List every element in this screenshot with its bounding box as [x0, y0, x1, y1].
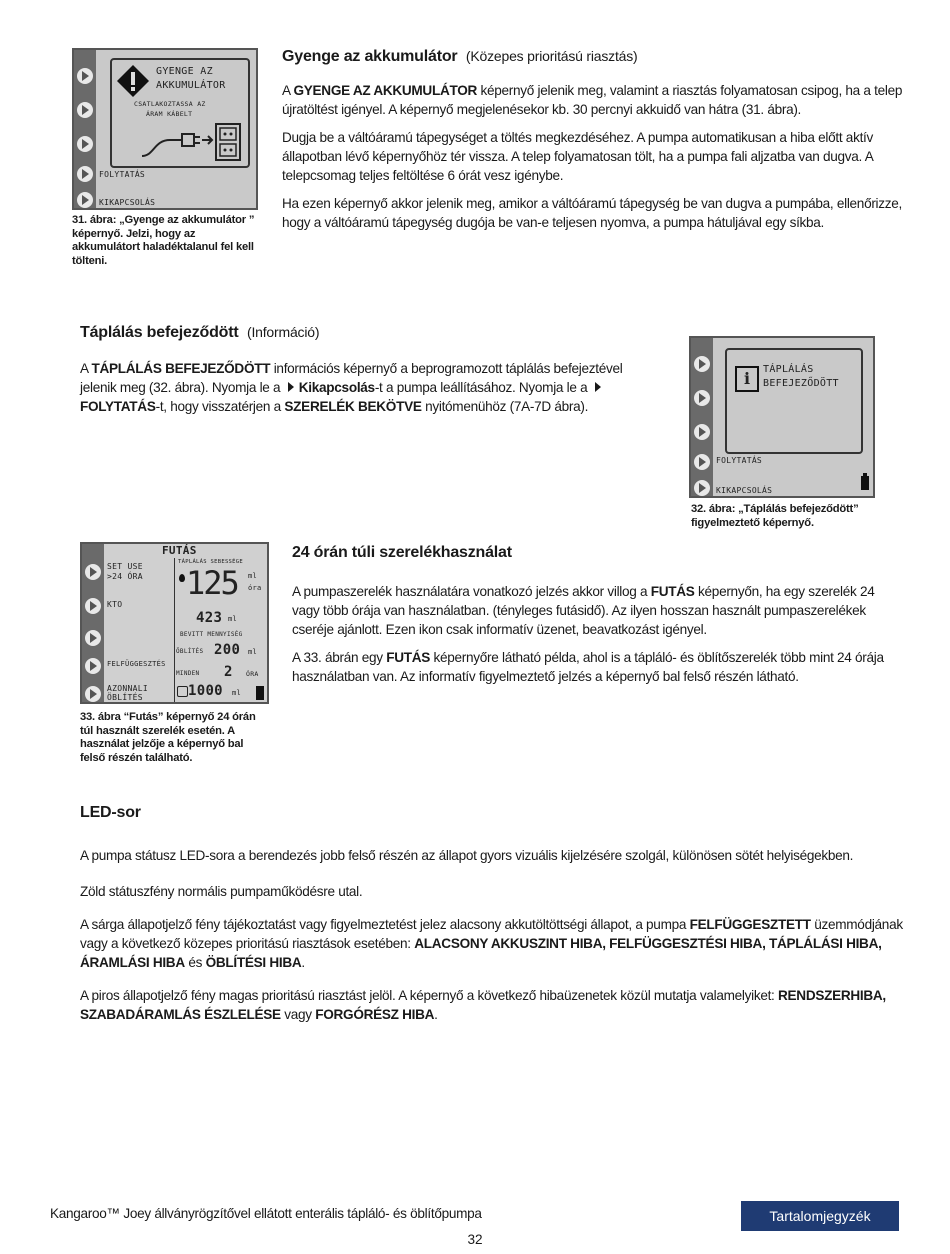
total-unit: ml [232, 689, 242, 697]
screen-line-1: GYENGE AZ [156, 66, 213, 77]
soft-key-3-icon [694, 424, 710, 440]
soft-key-1-icon [77, 68, 93, 84]
power-plug-icon [140, 120, 244, 164]
volume-unit: ml [228, 615, 238, 623]
pause-label: FELFÜGGESZTÉS [107, 660, 166, 668]
low-battery-screen-figure [72, 48, 258, 210]
soft-key-2-icon [77, 102, 93, 118]
rate-unit-ml: ml [248, 572, 258, 580]
soft-key-5-icon [77, 192, 93, 208]
rate-value: 125 [186, 564, 238, 602]
section-led-bar [80, 804, 904, 1024]
page-number: 32 [467, 1232, 483, 1247]
section-feeding-complete [80, 324, 660, 416]
run-screen-header: FUTÁS [162, 544, 197, 557]
info-icon: i [735, 366, 759, 392]
soft-key-2-icon [694, 390, 710, 406]
led-paragraph-3: A sárga állapotjelző fény tájékoztatást vagy figyelmeztetést jelez alacsony akkutöltöttségi állapot, a pumpa FELFÜGGESZTETT üzemmódjának vagy a következő közepes prioritású riasztások esetében: ALACSONY AKKUSZINT HIBA, FELFÜGGESZTÉSI HIBA, TÁPLÁLÁSI HIBA, ÁRAMLÁSI HIBA és ÖBLÍTÉSI HIBA. [80, 917, 903, 970]
soft-key-4-icon [85, 658, 101, 674]
arrow-right-icon [595, 382, 601, 392]
figure-33-caption: 33. ábra “Futás” képernyő 24 órán túl használt szerelék esetén. A használat jelzője a képernyő bal felső részén található. [80, 711, 256, 764]
total-icon [177, 686, 188, 697]
screen-line-2: AKKUMULÁTOR [156, 80, 226, 91]
run-screen-figure [80, 542, 269, 704]
every-label: MINDEN [176, 670, 200, 677]
drop-icon [179, 574, 185, 582]
battery-icon [256, 686, 264, 700]
volume-value: 423 [196, 610, 223, 626]
section-title-low-battery: Gyenge az akkumulátor (Közepes prioritású riasztás) [282, 48, 638, 65]
low-battery-paragraph-1: A GYENGE AZ AKKUMULÁTOR képernyő jelenik meg, valamint a riasztás folyamatosan csipog, ha a telep újratöltést igényel. A képernyő megjelenésekor kb. 30 percnyi akkuidő van hátra (31. ábra). [282, 83, 903, 117]
low-battery-paragraph-3: Ha ezen képernyő akkor jelenik meg, amikor a váltóáramú tápegység be van dugva a pumpába, ellenőrizze, hogy a váltóáramú tápegység dugója be van-e teljesen nyomva, a pumpa hátuljával egy síkba. [282, 196, 903, 230]
rate-label: TÁPLÁLÁS SEBESSÉGE [178, 559, 244, 565]
section-title-led-bar: LED-sor [80, 804, 141, 821]
total-value: 1000 [188, 683, 223, 699]
every-unit: ÓRA [246, 670, 259, 678]
flush-now-label-1: AZONNALI [107, 684, 148, 693]
screen-option-continue: FOLYTATÁS [716, 456, 763, 465]
screen-line-4: ÁRAM KÁBELT [146, 110, 193, 118]
set-over-24h-paragraph-1: A pumpaszerelék használatára vonatkozó jelzés akkor villog a FUTÁS képernyőn, ha egy szerelék 24 vagy több órája van használatban. (tényleges futásidő). Az ilyen hosszan használt pumpaszerelékek cseréje ajánlott. Ezen ikon csak informatív üzenet, beavatkozást igényel. [292, 584, 875, 637]
led-paragraph-4: A piros állapotjelző fény magas prioritású riasztást jelöl. A képernyő a következő hibaüzenetek közül mutatja valamelyiket: RENDSZERHIBA, SZABADÁRAMLÁS ÉSZLELÉSE vagy FORGÓRÉSZ HIBA. [80, 988, 886, 1022]
set-over-24h-paragraph-2: A 33. ábrán egy FUTÁS képernyőre látható példa, ahol is a tápláló- és öblítőszerelék több mint 24 órája használatban van. Az informatív figyelmeztető jelzés a képernyő bal felső részén látható. [292, 650, 884, 684]
screen-line-1: TÁPLÁLÁS [763, 364, 814, 375]
screen-option-continue: FOLYTATÁS [99, 170, 146, 179]
soft-key-1-icon [694, 356, 710, 372]
soft-key-3-icon [85, 630, 101, 646]
flush-label: ÖBLÍTÉS [176, 648, 204, 655]
screen-line-2: BEFEJEZŐDÖTT [763, 378, 839, 389]
flush-now-label-2: ÖBLÍTÉS [107, 693, 143, 702]
flush-value: 200 [214, 642, 241, 658]
section-title-set-over-24h: 24 órán túli szerelékhasználat [292, 544, 512, 561]
soft-key-2-icon [85, 598, 101, 614]
battery-icon [861, 476, 869, 490]
kto-label: KTO [107, 600, 123, 609]
warning-diamond-icon [116, 64, 150, 98]
soft-key-3-icon [77, 136, 93, 152]
figure-31-caption: 31. ábra: „Gyenge az akkumulátor ” képernyő. Jelzi, hogy az akkumulátort haladéktalanul fel kell tölteni. [72, 214, 255, 267]
table-of-contents-button[interactable]: Tartalomjegyzék [741, 1201, 899, 1231]
set-use-label: SET USE [107, 562, 143, 571]
low-battery-paragraph-2: Dugja be a váltóáramú tápegységet a töltés megkezdéséhez. A pumpa automatikusan a hiba előtt aktív állapotban lévő képernyőhöz tér vissza. A telep folyamatosan tölt, ha a pumpa fali aljzatba van dugva. A telepcsomag teljes feltöltése 6 órát vesz igénybe. [282, 130, 874, 183]
figure-32-caption: 32. ábra: „Táplálás befejeződött” figyelmeztető képernyő. [691, 503, 859, 529]
soft-key-5-icon [85, 686, 101, 702]
led-paragraph-1: A pumpa státusz LED-sora a berendezés jobb felső részén az állapot gyors vizuális kijelzésére szolgál, különösen sötét helyiségekben. [80, 848, 854, 863]
section-title-feeding-complete: Táplálás befejeződött (Információ) [80, 324, 320, 341]
footer-product-title: Kangaroo™ Joey állványrögzítővel ellátott enterális tápláló- és öblítőpumpa [50, 1206, 482, 1221]
feeding-complete-screen-figure [689, 336, 875, 498]
set-use-hours: >24 ÓRA [107, 572, 143, 581]
soft-key-5-icon [694, 480, 710, 496]
soft-key-4-icon [77, 166, 93, 182]
led-paragraph-2: Zöld státuszfény normális pumpaműködésre utal. [80, 884, 363, 899]
soft-key-4-icon [694, 454, 710, 470]
rate-unit-hour: óra [248, 584, 262, 592]
feeding-complete-paragraph: A TÁPLÁLÁS BEFEJEZŐDÖTT információs képernyő a beprogramozott táplálás befejeztével jelenik meg (32. ábra). Nyomja le a Kikapcsolás-t a pumpa leállításához. Nyomja le a FOLYTATÁS-t, hogy visszatérjen a SZERELÉK BEKÖTVE nyitómenühöz (7A-7D ábra). [80, 361, 623, 414]
screen-option-off: KIKAPCSOLÁS [716, 486, 773, 495]
section-set-over-24h [292, 544, 904, 686]
flush-unit: ml [248, 648, 258, 656]
screen-line-3: CSATLAKOZTASSA AZ [134, 100, 206, 108]
volume-label: BEVITT MENNYISÉG [180, 631, 243, 638]
section-low-battery [282, 48, 904, 232]
soft-key-1-icon [85, 564, 101, 580]
every-value: 2 [224, 664, 233, 680]
screen-option-off: KIKAPCSOLÁS [99, 198, 156, 207]
arrow-right-icon [288, 382, 294, 392]
